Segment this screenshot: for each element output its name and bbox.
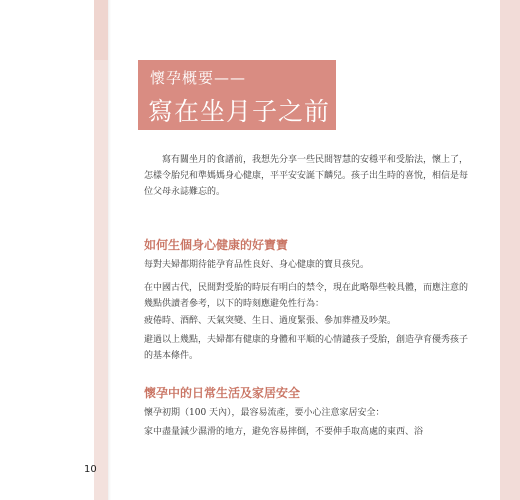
section-heading-home-safety: 懷孕中的日常生活及家居安全 (144, 386, 301, 400)
section1-paragraph-2: 在中國古代，民間對受胎的時辰有明白的禁令，現在此略舉些較具體，而應注意的幾點供讀者參考，以下的時刻應避免性行為： (144, 283, 469, 309)
chapter-title-box (138, 60, 336, 130)
section1-paragraph-1: 每對夫婦都期待能孕育品性良好、身心健康的寶貝孩兒。 (144, 260, 370, 270)
page-gutter-shadow (108, 0, 111, 500)
chapter-title-line1: 懷孕概要—— (150, 69, 247, 87)
right-decorative-bar (500, 0, 520, 500)
left-decorative-bar-top (94, 0, 108, 60)
section1-paragraph-4: 避過以上幾點，夫婦都有健康的身體和平順的心情譴孩子受胎，創造孕育優秀孩子的基本條件。 (144, 335, 469, 361)
page-number: 10 (84, 464, 97, 475)
left-decorative-bar (94, 0, 108, 500)
chapter-title-line2: 寫在坐月子之前 (148, 97, 331, 126)
section2-paragraph-2: 家中盡量減少濕滑的地方，避免容易摔倒，不要伸手取高處的東西、浴 (144, 427, 424, 437)
section2-paragraph-1: 懷孕初期（100 天內），最容易流產，要小心注意家居安全： (144, 408, 385, 418)
intro-paragraph: 寫有關坐月的食譜前，我想先分享一些民間智慧的安穩平和受胎法，懷上了，怎樣令胎兒和準媽媽身心健康，平平安安誕下麟兒。孩子出生時的喜悅，相信是每位父母永誌難忘的。 (144, 155, 469, 197)
section1-paragraph-3: 疲倦時、酒醉、天氣突變、生日、過度緊張、參加葬禮及吵架。 (144, 316, 397, 326)
section-heading-healthy-baby: 如何生個身心健康的好寶寶 (144, 238, 289, 252)
